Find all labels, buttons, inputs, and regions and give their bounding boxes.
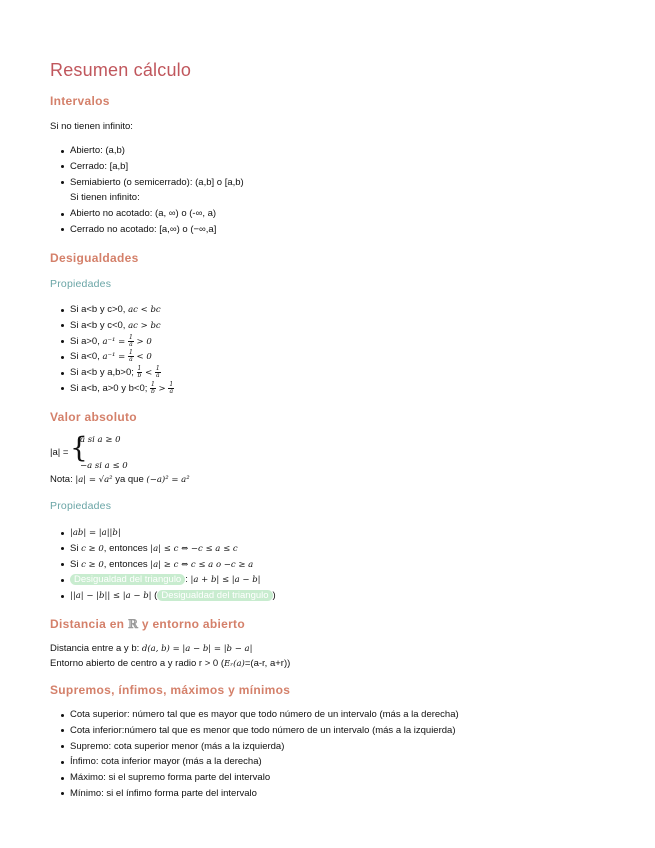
nota-math: |a| = √a² [75,475,113,485]
fraction: $\frac{1}{a}$ [155,365,160,380]
item-text: Si a>0, [70,335,103,347]
nota-mid: ya que [112,474,147,485]
fraction: $\frac{1}{b}$ [137,365,142,380]
list-item [50,334,174,350]
nota-math-2: (−a)² = a² [146,475,190,485]
list-item [50,541,276,557]
list-item [50,349,174,365]
list-item: Cota superior: número tal que es mayor que todo número de un intervalo (más a la derecha) [50,707,459,723]
item-text: Si [70,542,82,554]
list-item: Ínfimo: cota inferior mayor (más a la derecha) [50,754,459,770]
item-math: c ≥ 0 [81,543,104,554]
item-math: ||a| − |b|| ≤ |a − b| [70,591,152,602]
highlight-badge: Desigualdad del triangulo [70,574,185,585]
item-text: Si a<b y c<0, [70,319,129,331]
item-math: |ab| = |a||b| [70,528,121,538]
line-text: =(a-r, a+r)) [244,658,291,669]
fraction: $\frac{1}{a}$ [169,380,174,395]
case-1: a si a ≥ 0 [80,435,121,445]
list-item [50,525,276,541]
heading-desigualdades: Desigualdades [50,251,139,265]
list-item: Mínimo: si el ínfimo forma parte del intervalo [50,786,459,802]
list-item [50,381,174,397]
item-text: ) [272,590,276,602]
list-item: Cerrado no acotado: [a,∞) o (−∞,a] [50,222,244,238]
nota-label: Nota: [50,474,76,485]
intervalos-intro: Si no tienen infinito: [50,121,133,132]
item-math: c ≥ 0 [81,559,104,570]
list-item [50,302,174,318]
heading-supremos: Supremos, ínfimos, máximos y mínimos [50,683,291,697]
subheading-propiedades-abs: Propiedades [50,500,112,512]
item-text: Si a<0, [70,351,103,363]
item-text: Si a<b y a,b>0; [70,367,137,379]
list-item: Cerrado: [a,b] [50,159,244,175]
heading-part: Distancia en [50,617,128,631]
list-subnote: Si tienen infinito: [70,192,140,204]
list-item: Máximo: si el supremo forma parte del intervalo [50,770,459,786]
line-text: Distancia entre a y b: [50,643,142,654]
item-text: : [185,574,191,586]
item-text: Si a<b y c>0, [70,304,129,315]
line-math: d(a, b) = |a − b| = |b − a| [141,644,253,654]
list-item [50,588,276,604]
list-item [50,365,174,381]
item-math: |a| ≥ c ⇔ c ≤ a o −c ≥ a [150,559,254,570]
item-text: Si a<b, a>0 y b<0; [70,382,151,394]
reals-symbol: ℝ [127,617,139,631]
item-text: , entonces [103,542,151,554]
list-item: Abierto: (a,b) [50,143,244,159]
heading-intervalos: Intervalos [50,94,110,108]
list-item [50,572,276,588]
list-item: Abierto no acotado: (a, ∞) o (-∞, a) [50,206,244,222]
item-math: > 0 [133,336,152,347]
line-math: Eᵣ(a) [224,659,245,669]
item-math: > [155,383,169,394]
item-text: , entonces [103,558,151,570]
item-math: < [142,368,155,379]
item-math: < 0 [133,352,152,363]
distancia-line [50,643,252,654]
item-math: ac > bc [128,320,161,331]
page-title: Resumen cálculo [50,60,192,80]
case-2: −a si a ≤ 0 [80,461,128,471]
heading-part: y entorno abierto [138,617,245,631]
intervalos-list [50,143,244,238]
item-math: a⁻¹ = [102,336,128,347]
item-math: a⁻¹ = [102,352,128,363]
supremos-list [50,707,459,802]
list-item: Supremo: cota superior menor (más a la izquierda) [50,739,459,755]
item-math: ac < bc [128,305,161,315]
line-text: Entorno abierto de centro a y radio r > 0 ( [50,658,225,669]
list-item [50,557,276,573]
fraction: $\frac{1}{a}$ [128,333,133,348]
list-item: Cota inferior:número tal que es menor que todo número de un intervalo (más a la izquierda) [50,723,459,739]
heading-distancia [50,617,245,631]
fraction: $\frac{1}{b}$ [151,380,155,395]
heading-valor-absoluto: Valor absoluto [50,410,137,424]
piecewise-lhs: |a| = [50,447,69,458]
item-text: Si [70,558,82,570]
valor-absoluto-list [50,525,276,604]
fraction: $\frac{1}{a}$ [128,349,133,364]
desigualdades-list [50,302,174,397]
list-item: Semiabierto (o semicerrado): (a,b] o [a,b) [50,175,244,191]
list-item [50,318,174,334]
item-text: ( [151,590,158,602]
highlight-badge: Desigualdad del triangulo [157,590,272,601]
nota-line [50,474,190,485]
subheading-propiedades: Propiedades [50,278,112,290]
item-math: |a| ≤ c ⇔ −c ≤ a ≤ c [150,543,238,554]
entorno-line [50,658,290,669]
brace-glyph: { [70,431,88,464]
item-math: |a + b| ≤ |a − b| [190,575,261,586]
